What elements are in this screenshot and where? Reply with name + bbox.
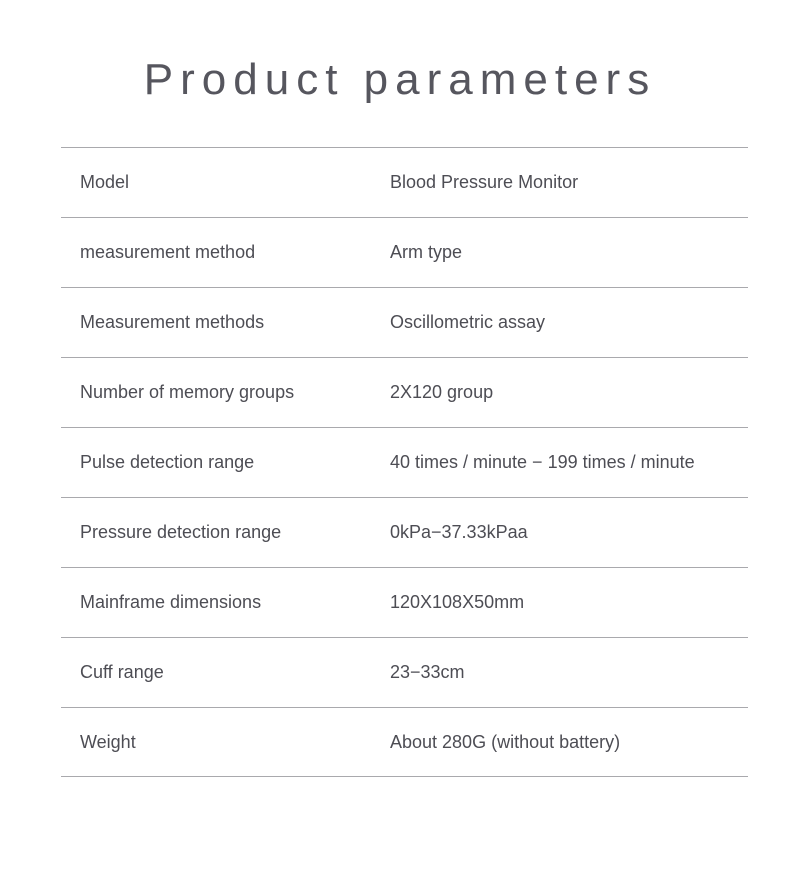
spec-value: 0kPa−37.33kPaa [390, 522, 528, 542]
table-row [61, 217, 748, 287]
spec-table [61, 147, 748, 777]
spec-label: Pressure detection range [80, 522, 282, 542]
spec-value: 40 times / minute − 199 times / minute [390, 452, 695, 472]
spec-label: Model [80, 172, 130, 192]
table-row [61, 497, 748, 567]
spec-value: Arm type [390, 242, 463, 262]
spec-label: Number of memory groups [80, 382, 295, 402]
spec-label: Pulse detection range [80, 452, 255, 472]
page-title: Product parameters [143, 55, 657, 104]
table-row [61, 707, 748, 777]
table-row [61, 357, 748, 427]
table-row [61, 567, 748, 637]
spec-label: measurement method [80, 242, 256, 262]
spec-value: 23−33cm [390, 662, 465, 682]
spec-label: Mainframe dimensions [80, 592, 262, 612]
spec-label: Weight [80, 731, 136, 752]
spec-value: 2X120 group [390, 382, 494, 402]
table-row [61, 287, 748, 357]
spec-value: Blood Pressure Monitor [390, 172, 579, 192]
table-row [61, 637, 748, 707]
table-row [61, 147, 748, 217]
spec-label: Cuff range [80, 662, 164, 682]
spec-label: Measurement methods [80, 312, 265, 332]
spec-value: Oscillometric assay [390, 312, 546, 332]
spec-value: About 280G (without battery) [390, 731, 621, 752]
table-row [61, 427, 748, 497]
spec-value: 120X108X50mm [390, 592, 525, 612]
